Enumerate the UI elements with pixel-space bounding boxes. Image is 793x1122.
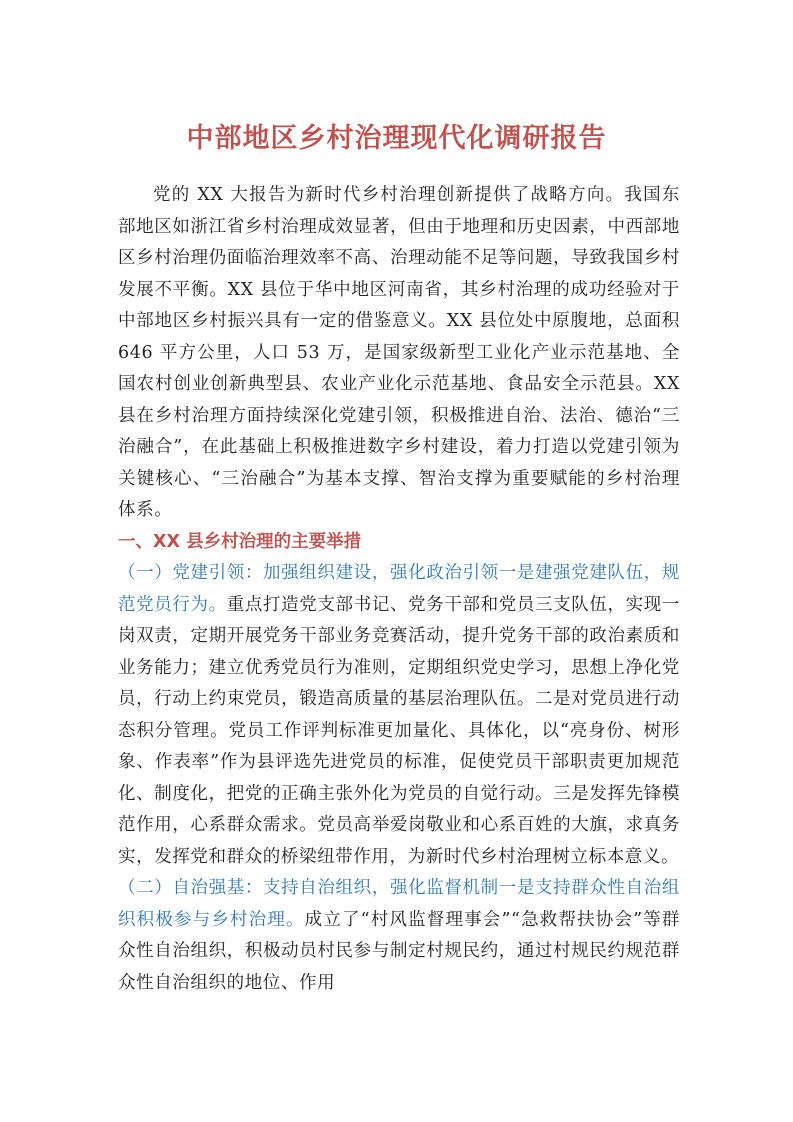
subsection-2-lead: （二）自治强基：支持自治组织，强化监督机制一是支持群众性自治组织积极参与乡村治理。 — [118, 878, 680, 930]
document-title: 中部地区乡村治理现代化调研报告 — [186, 123, 607, 154]
subsection-1-lead: （一）党建引领：加强组织建设，强化政治引领一是建强党建队伍，规范党员行为。 — [118, 563, 680, 615]
document-body — [118, 180, 680, 999]
section-heading: 一、XX 县乡村治理的主要举措 — [118, 531, 362, 552]
intro-paragraph: 党的 XX 大报告为新时代乡村治理创新提供了战略方向。我国东部地区如浙江省乡村治理成效显著，但由于地理和历史因素，中西部地区乡村治理仍面临治理效率不高、治理动能不足等问题，导致我国乡村发展不平衡。XX 县位于华中地区河南省，其乡村治理的成功经验对于中部地区乡村振兴具有一定的借鉴意义。XX 县位处中原腹地，总面积 646 平方公里，人口 53 万，是国家级新型工业化产业示范基地、全国农村创业创新典型县、农业产业化示范基地、食品安全示范县。XX 县在乡村治理方面持续深化党建引领，积极推进自治、法治、德治“三治融合”，在此基础上积极推进数字乡村建设，着力打造以党建引领为关键核心、“三治融合”为基本支撑、智治支撑为重要赋能的乡村治理体系。 — [118, 185, 680, 520]
subsection-2-text: 成立了“村风监督理事会”“急救帮扶协会”等群众性自治组织，积极动员村民参与制定村规民约，通过村规民约规范群众性自治组织的地位、作用 — [118, 909, 680, 993]
subsection-1-text: 重点打造党支部书记、党务干部和党员三支队伍，实现一岗双责，定期开展党务干部业务竞赛活动，提升党务干部的政治素质和业务能力；建立优秀党员行为准则，定期组织党史学习，思想上净化党员，行动上约束党员，锻造高质量的基层治理队伍。二是对党员进行动态积分管理。党员工作评判标准更加量化、具体化，以“亮身份、树形象、作表率”作为县评选先进党员的标准，促使党员干部职责更加规范化、制度化，把党的正确主张外化为党员的自觉行动。三是发挥先锋模范作用，心系群众需求。党员高举爱岗敬业和心系百姓的大旗，求真务实，发挥党和群众的桥梁纽带作用，为新时代乡村治理树立标本意义。 — [118, 594, 680, 867]
subsection-2-paragraph — [118, 873, 680, 999]
subsection-1-paragraph — [118, 558, 680, 873]
